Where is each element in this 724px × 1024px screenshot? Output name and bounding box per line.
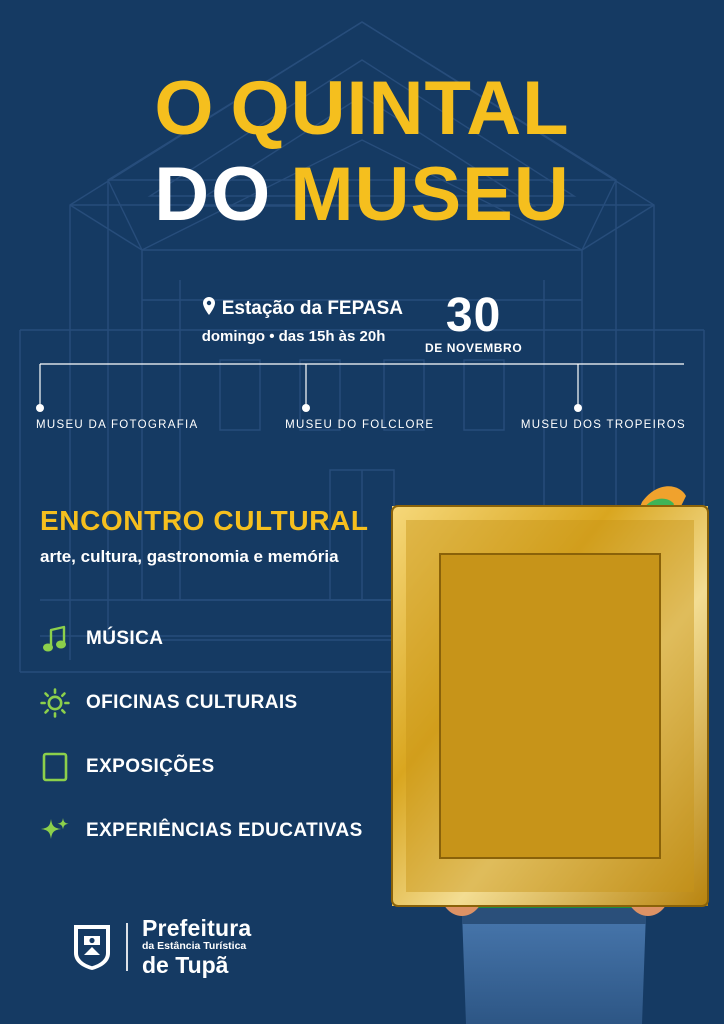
museum-label-tropeiros: MUSEU DOS TROPEIROS: [520, 419, 686, 431]
feature-label-musica: MÚSICA: [86, 628, 164, 649]
title-word-museu: MUSEU: [290, 152, 570, 238]
title-word-do: DO: [154, 152, 273, 238]
event-info: [0, 289, 724, 355]
subheadline: arte, cultura, gastronomia e memória: [40, 547, 339, 566]
event-schedule-label: domingo • das 15h às 20h: [201, 328, 386, 345]
feature-item-experiencias: [40, 799, 440, 863]
event-location-block: [202, 292, 403, 345]
logo-text: [142, 916, 251, 977]
location-pin-icon: [202, 297, 216, 321]
feature-list: [40, 607, 440, 863]
logo-line-tupa: de Tupã: [142, 952, 229, 979]
gear-sun-icon: [40, 688, 70, 718]
event-place-row: [202, 297, 403, 321]
feature-item-oficinas: [40, 671, 440, 735]
feature-label-exposicoes: EXPOSIÇÕES: [86, 756, 215, 777]
headline: ENCONTRO CULTURAL: [40, 505, 369, 536]
feature-label-experiencias: EXPERIÊNCIAS EDUCATIVAS: [86, 820, 363, 841]
logo-line-estancia: da Estância Turística: [142, 940, 247, 953]
title-word-o: O: [154, 66, 215, 151]
title-word-quintal: QUINTAL: [230, 66, 570, 151]
museum-label-fotografia: MUSEU DA FOTOGRAFIA: [36, 419, 199, 431]
logo-divider: [126, 923, 128, 971]
museums-diagram: [30, 362, 694, 442]
logo-line-prefeitura: Prefeitura: [142, 915, 252, 941]
event-place-label: Estação da FEPASA: [221, 298, 403, 319]
prefeitura-logo: [72, 916, 251, 977]
museum-label-folclore: MUSEU DO FOLCLORE: [285, 419, 435, 431]
feature-label-oficinas: OFICINAS CULTURAIS: [86, 692, 298, 713]
poster-title: [0, 66, 724, 238]
picture-frame-icon: [40, 752, 70, 782]
feature-item-musica: [40, 607, 440, 671]
sparkles-icon: [40, 816, 70, 846]
feature-item-exposicoes: [40, 735, 440, 799]
event-date-block: [424, 289, 523, 355]
main-content: [40, 505, 440, 863]
event-month-label: DE NOVEMBRO: [424, 341, 523, 355]
coat-of-arms-icon: [72, 923, 112, 971]
music-note-icon: [40, 624, 70, 654]
event-day-number: 30: [445, 289, 502, 342]
